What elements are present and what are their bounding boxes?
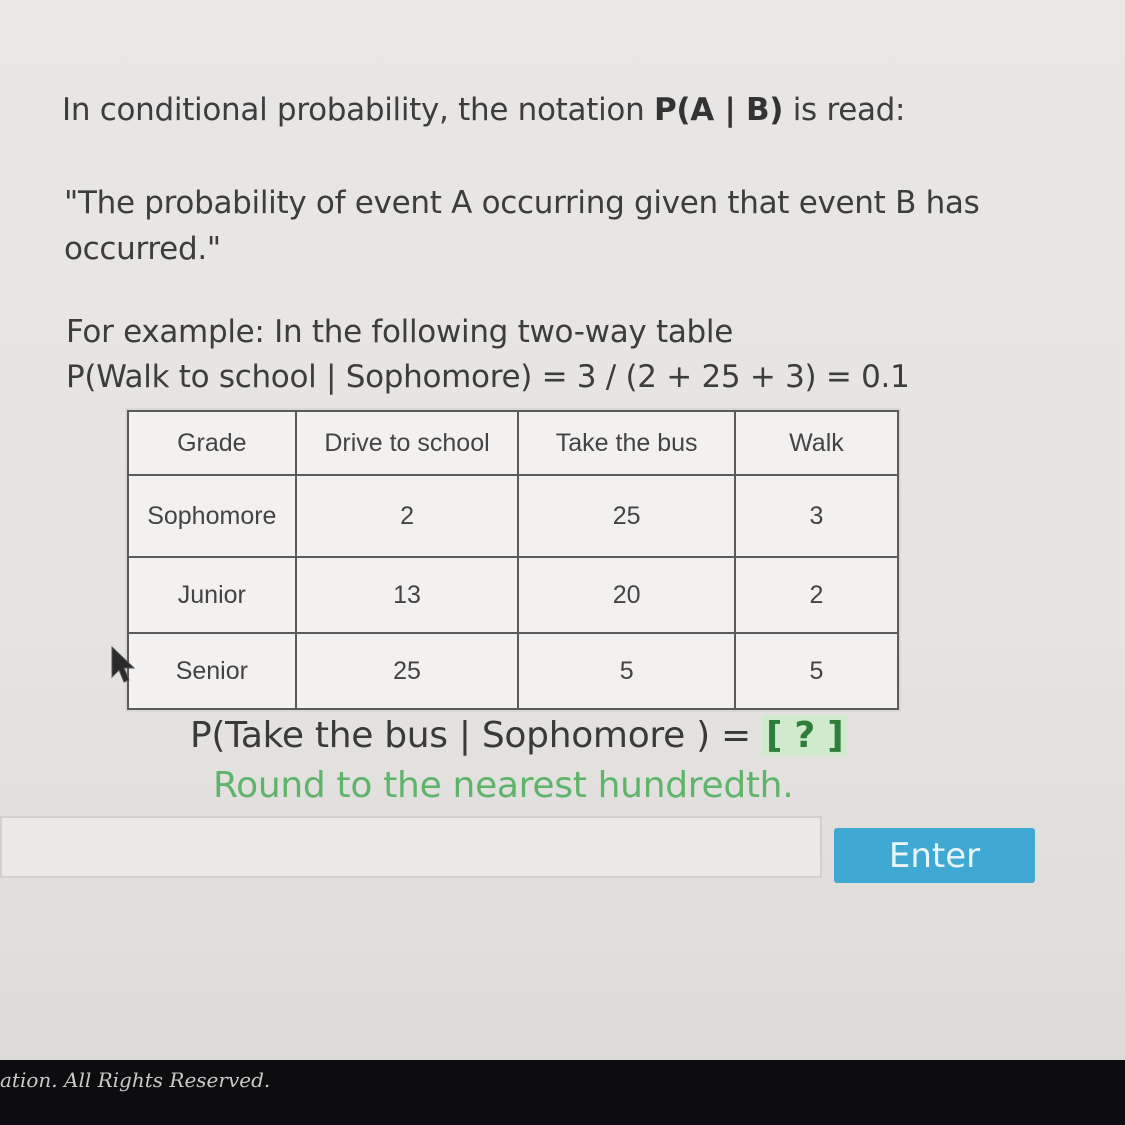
two-way-table [127,410,899,710]
table-row [128,633,898,709]
cell-bus: 20 [518,557,735,633]
header-walk: Walk [735,411,898,475]
footer-bar [0,1060,1125,1125]
answer-slot: [ ? ] [762,715,847,756]
cell-bus: 5 [518,633,735,709]
enter-button[interactable]: Enter [834,828,1035,883]
table-header-row [128,411,898,475]
header-grade: Grade [128,411,296,475]
cell-walk: 2 [735,557,898,633]
table-row [128,475,898,557]
notation-bold: P(A | B) [653,92,784,128]
rounding-hint: Round to the nearest hundredth. [213,765,794,806]
header-drive: Drive to school [296,411,519,475]
question-text [190,715,847,756]
definition-quote: "The probability of event A occurring given that event B has occurred." [64,185,980,267]
cell-grade: Senior [128,633,296,709]
example-line-1: For example: In the following two-way table [66,314,734,350]
answer-input[interactable] [0,816,822,878]
intro-prefix: In conditional probability, the notation [62,92,654,128]
cell-bus: 25 [518,475,735,557]
example-text [66,310,910,400]
copyright-text: ation. All Rights Reserved. [0,1068,271,1092]
intro-suffix: is read: [783,92,906,128]
cell-walk: 3 [735,475,898,557]
cell-grade: Junior [128,557,296,633]
cell-walk: 5 [735,633,898,709]
intro-text [62,92,905,128]
table-row [128,557,898,633]
question-expression: P(Take the bus | Sophomore ) = [190,715,763,756]
cell-drive: 2 [296,475,519,557]
cell-drive: 25 [296,633,519,709]
header-bus: Take the bus [518,411,735,475]
example-line-2: P(Walk to school | Sophomore) = 3 / (2 + 25 + 3) = 0.1 [66,359,910,395]
cell-grade: Sophomore [128,475,296,557]
cell-drive: 13 [296,557,519,633]
